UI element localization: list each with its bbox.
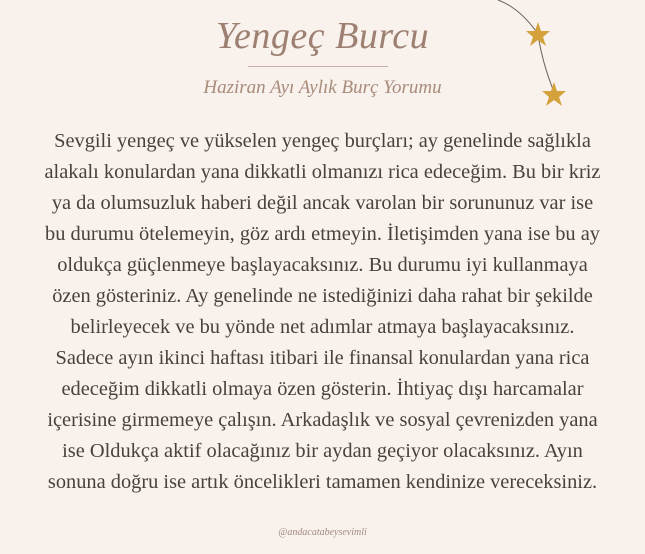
text-line: bu durumu ötelemeyin, göz ardı etmeyin. İletişimden yana ise bu ay [45, 223, 600, 245]
page-title: Yengeç Burcu [215, 15, 430, 57]
text-line: alakalı konulardan yana dikkatli olmanızı rica edeceğim. Bu bir kriz [44, 161, 601, 183]
text-line: ise Oldukça aktif olacağınız bir aydan geçiyor olacaksınız. Ayın [62, 440, 583, 462]
text-line: oldukça güçlenmeye başlayacaksınız. Bu durumu iyi kullanmaya [57, 254, 588, 276]
horoscope-text [16, 126, 629, 498]
text-line: özen gösteriniz. Ay genelinde ne istediğinizi daha rahat bir şekilde [52, 285, 593, 307]
text-line: içerisine girmemeye çalışın. Arkadaşlık ve sosyal çevrenizden yana [47, 409, 598, 431]
text-line: Sadece ayın ikinci haftası itibari ile finansal konulardan yana rica [55, 347, 590, 369]
author-credit: @andacatabeysevimli [278, 527, 367, 538]
text-line: Sevgili yengeç ve yükselen yengeç burçları; ay genelinde sağlıkla [54, 130, 591, 152]
title-divider [248, 66, 388, 67]
text-line: ya da olumsuzluk haberi değil ancak varolan bir sorununuz var ise [51, 192, 594, 214]
text-line: sonuna doğru ise artık öncelikleri tamamen kendinize vereceksiniz. [47, 471, 598, 493]
text-line: belirleyecek ve bu yönde net adımlar atmaya başlayacaksınız. [70, 316, 575, 338]
text-line: edeceğim dikkatli olmaya özen gösterin. İhtiyaç dışı harcamalar [61, 378, 584, 400]
page-subtitle: Haziran Ayı Aylık Burç Yorumu [203, 77, 442, 98]
